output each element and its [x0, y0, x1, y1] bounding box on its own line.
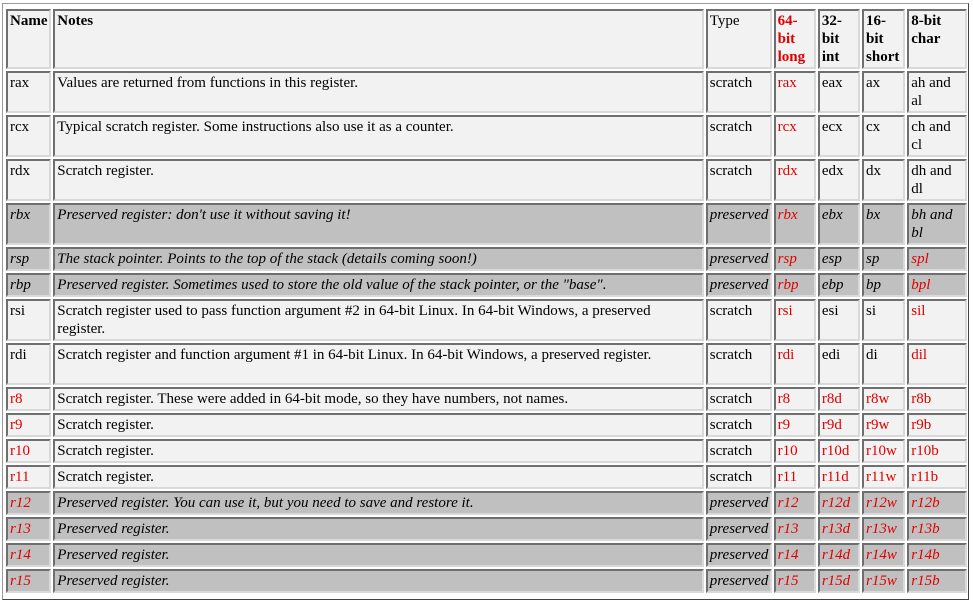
cell-32bit: ebp	[818, 273, 860, 297]
cell-64bit: rcx	[774, 115, 816, 157]
cell-name: rbx	[6, 203, 51, 245]
cell-16bit: r14w	[862, 543, 905, 567]
table-row	[6, 543, 967, 567]
cell-name: rax	[6, 71, 51, 113]
cell-type: scratch	[706, 387, 772, 411]
cell-8bit: dil	[907, 343, 967, 385]
cell-16bit: si	[862, 299, 905, 341]
cell-64bit: r14	[774, 543, 816, 567]
cell-16bit: di	[862, 343, 905, 385]
cell-name: r14	[6, 543, 51, 567]
cell-8bit: bh and bl	[907, 203, 967, 245]
table-row	[6, 413, 967, 437]
table-row	[6, 203, 967, 245]
cell-type: scratch	[706, 115, 772, 157]
cell-type: scratch	[706, 465, 772, 489]
cell-type: scratch	[706, 413, 772, 437]
cell-32bit: r13d	[818, 517, 860, 541]
cell-64bit: rdx	[774, 159, 816, 201]
table-row	[6, 343, 967, 385]
cell-32bit: r8d	[818, 387, 860, 411]
cell-64bit: r13	[774, 517, 816, 541]
cell-name: r13	[6, 517, 51, 541]
cell-32bit: r9d	[818, 413, 860, 437]
page-frame	[2, 3, 969, 600]
cell-name: r8	[6, 387, 51, 411]
cell-16bit: r11w	[862, 465, 905, 489]
cell-8bit: spl	[907, 247, 967, 271]
cell-notes: Preserved register. You can use it, but you need to save and restore it.	[53, 491, 704, 515]
cell-16bit: ax	[862, 71, 905, 113]
cell-64bit: r11	[774, 465, 816, 489]
cell-32bit: r10d	[818, 439, 860, 463]
cell-16bit: r12w	[862, 491, 905, 515]
cell-64bit: r8	[774, 387, 816, 411]
table-row	[6, 517, 967, 541]
cell-16bit: r9w	[862, 413, 905, 437]
cell-name: r12	[6, 491, 51, 515]
table-row	[6, 299, 967, 341]
header-32bit: 32-bit int	[818, 9, 860, 69]
cell-16bit: bx	[862, 203, 905, 245]
cell-16bit: r15w	[862, 569, 905, 593]
cell-name: rdx	[6, 159, 51, 201]
cell-notes: Typical scratch register. Some instructions also use it as a counter.	[53, 115, 704, 157]
cell-type: preserved	[706, 517, 772, 541]
cell-8bit: ch and cl	[907, 115, 967, 157]
cell-16bit: r13w	[862, 517, 905, 541]
cell-notes: Scratch register.	[53, 439, 704, 463]
cell-32bit: esp	[818, 247, 860, 271]
cell-16bit: cx	[862, 115, 905, 157]
cell-64bit: rsi	[774, 299, 816, 341]
cell-64bit: rbx	[774, 203, 816, 245]
cell-8bit: r12b	[907, 491, 967, 515]
header-name: Name	[6, 9, 51, 69]
cell-notes: The stack pointer. Points to the top of the stack (details coming soon!)	[53, 247, 704, 271]
table-row	[6, 465, 967, 489]
cell-type: scratch	[706, 343, 772, 385]
cell-type: preserved	[706, 273, 772, 297]
table-row	[6, 273, 967, 297]
table-row	[6, 247, 967, 271]
cell-type: preserved	[706, 569, 772, 593]
header-16bit: 16-bit short	[862, 9, 905, 69]
cell-32bit: ebx	[818, 203, 860, 245]
cell-32bit: r14d	[818, 543, 860, 567]
cell-name: rbp	[6, 273, 51, 297]
cell-type: preserved	[706, 543, 772, 567]
header-64bit: 64-bit long	[774, 9, 816, 69]
cell-name: r10	[6, 439, 51, 463]
table-row	[6, 569, 967, 593]
cell-8bit: ah and al	[907, 71, 967, 113]
cell-64bit: r10	[774, 439, 816, 463]
cell-notes: Values are returned from functions in this register.	[53, 71, 704, 113]
cell-32bit: edi	[818, 343, 860, 385]
cell-notes: Scratch register and function argument #1 in 64-bit Linux. In 64-bit Windows, a preserved register.	[53, 343, 704, 385]
cell-type: scratch	[706, 71, 772, 113]
cell-notes: Preserved register.	[53, 517, 704, 541]
cell-32bit: edx	[818, 159, 860, 201]
cell-64bit: rdi	[774, 343, 816, 385]
cell-type: preserved	[706, 247, 772, 271]
header-notes: Notes	[53, 9, 704, 69]
cell-type: preserved	[706, 491, 772, 515]
cell-8bit: r14b	[907, 543, 967, 567]
cell-8bit: r10b	[907, 439, 967, 463]
cell-32bit: ecx	[818, 115, 860, 157]
cell-16bit: dx	[862, 159, 905, 201]
cell-notes: Preserved register: don't use it without saving it!	[53, 203, 704, 245]
cell-16bit: sp	[862, 247, 905, 271]
cell-notes: Scratch register used to pass function argument #2 in 64-bit Linux. In 64-bit Windows, a preserved register.	[53, 299, 704, 341]
cell-64bit: rbp	[774, 273, 816, 297]
cell-name: rsi	[6, 299, 51, 341]
table-row	[6, 491, 967, 515]
cell-32bit: eax	[818, 71, 860, 113]
cell-32bit: r15d	[818, 569, 860, 593]
cell-8bit: r13b	[907, 517, 967, 541]
cell-notes: Preserved register.	[53, 543, 704, 567]
table-row	[6, 387, 967, 411]
cell-8bit: r11b	[907, 465, 967, 489]
cell-64bit: r9	[774, 413, 816, 437]
register-table	[4, 7, 969, 595]
cell-16bit: bp	[862, 273, 905, 297]
cell-name: r9	[6, 413, 51, 437]
cell-8bit: dh and dl	[907, 159, 967, 201]
cell-8bit: r15b	[907, 569, 967, 593]
cell-64bit: rax	[774, 71, 816, 113]
cell-8bit: bpl	[907, 273, 967, 297]
cell-notes: Scratch register.	[53, 159, 704, 201]
table-row	[6, 159, 967, 201]
cell-32bit: esi	[818, 299, 860, 341]
cell-64bit: r12	[774, 491, 816, 515]
cell-16bit: r8w	[862, 387, 905, 411]
cell-type: scratch	[706, 159, 772, 201]
cell-8bit: r9b	[907, 413, 967, 437]
cell-16bit: r10w	[862, 439, 905, 463]
cell-64bit: rsp	[774, 247, 816, 271]
cell-type: scratch	[706, 439, 772, 463]
cell-32bit: r12d	[818, 491, 860, 515]
cell-type: preserved	[706, 203, 772, 245]
header-type: Type	[706, 9, 772, 69]
cell-name: r15	[6, 569, 51, 593]
cell-32bit: r11d	[818, 465, 860, 489]
cell-name: r11	[6, 465, 51, 489]
header-row	[6, 9, 967, 69]
cell-notes: Scratch register. These were added in 64-bit mode, so they have numbers, not names.	[53, 387, 704, 411]
cell-name: rsp	[6, 247, 51, 271]
cell-name: rcx	[6, 115, 51, 157]
cell-name: rdi	[6, 343, 51, 385]
cell-8bit: r8b	[907, 387, 967, 411]
cell-notes: Preserved register.	[53, 569, 704, 593]
cell-type: scratch	[706, 299, 772, 341]
cell-notes: Preserved register. Sometimes used to store the old value of the stack pointer, or the "base".	[53, 273, 704, 297]
table-row	[6, 71, 967, 113]
table-row	[6, 439, 967, 463]
cell-notes: Scratch register.	[53, 413, 704, 437]
cell-64bit: r15	[774, 569, 816, 593]
cell-notes: Scratch register.	[53, 465, 704, 489]
table-row	[6, 115, 967, 157]
header-8bit: 8-bit char	[907, 9, 967, 69]
cell-8bit: sil	[907, 299, 967, 341]
